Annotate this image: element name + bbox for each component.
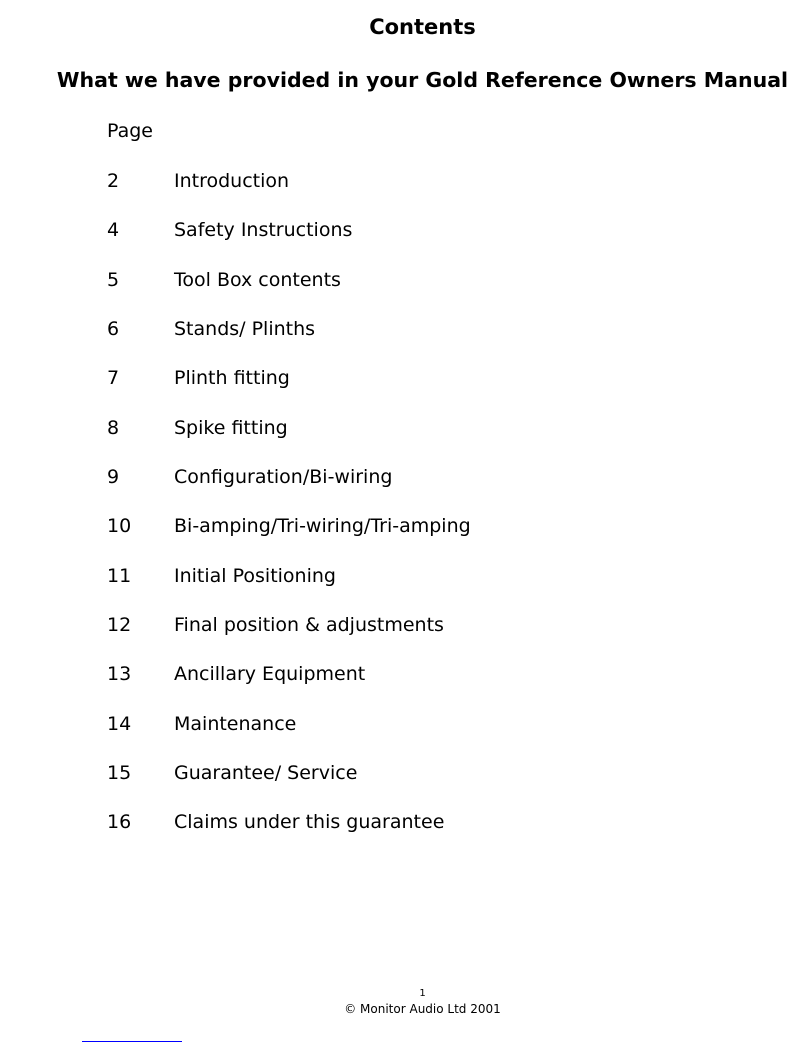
- toc-title: Ancillary Equipment: [174, 663, 366, 686]
- footnote-separator: [82, 1041, 182, 1042]
- toc-page-number: 11: [107, 564, 132, 587]
- toc-page-number: 5: [107, 268, 120, 291]
- toc-page-number: 12: [107, 614, 132, 637]
- toc-page-number: 4: [107, 219, 120, 242]
- toc-page-number: 10: [107, 515, 132, 538]
- toc-entry: [107, 563, 471, 612]
- toc-title: Maintenance: [174, 712, 297, 735]
- toc-page-number: 14: [107, 712, 132, 735]
- table-of-contents: [107, 168, 471, 859]
- toc-entry: [107, 415, 471, 464]
- toc-entry: [107, 513, 471, 562]
- page-title: Contents: [369, 15, 476, 39]
- toc-title: Spike fitting: [174, 416, 288, 439]
- toc-page-number: 16: [107, 811, 132, 834]
- toc-entry: [107, 760, 471, 809]
- toc-title: Tool Box contents: [174, 268, 341, 291]
- toc-entry: [107, 316, 471, 365]
- toc-entry: [107, 711, 471, 760]
- toc-title: Initial Positioning: [174, 564, 336, 587]
- toc-entry: [107, 464, 471, 513]
- toc-page-number: 6: [107, 318, 120, 341]
- toc-entry: [107, 365, 471, 414]
- toc-page-number: 7: [107, 367, 120, 390]
- toc-entry: [107, 809, 471, 858]
- page-column-label: Page: [107, 120, 153, 142]
- toc-entry: [107, 612, 471, 661]
- toc-title: Bi-amping/Tri-wiring/Tri-amping: [174, 515, 471, 538]
- toc-entry: [107, 217, 471, 266]
- toc-entry: [107, 661, 471, 710]
- toc-entry: [107, 267, 471, 316]
- toc-title: Claims under this guarantee: [174, 811, 445, 834]
- toc-title: Final position & adjustments: [174, 614, 444, 637]
- copyright-notice: © Monitor Audio Ltd 2001: [344, 1002, 501, 1016]
- toc-page-number: 2: [107, 170, 120, 192]
- toc-title: Configuration/Bi-wiring: [174, 466, 393, 489]
- toc-page-number: 13: [107, 663, 132, 686]
- page-number: 1: [419, 988, 426, 999]
- toc-title: Safety Instructions: [174, 219, 353, 242]
- toc-title: Plinth fitting: [174, 367, 290, 390]
- toc-title: Introduction: [174, 170, 290, 192]
- toc-page-number: 15: [107, 762, 132, 785]
- toc-title: Guarantee/ Service: [174, 762, 358, 785]
- toc-entry: [107, 168, 471, 217]
- toc-page-number: 9: [107, 466, 120, 489]
- toc-page-number: 8: [107, 416, 120, 439]
- page-subtitle: What we have provided in your Gold Reference Owners Manual: [56, 68, 789, 92]
- toc-title: Stands/ Plinths: [174, 318, 316, 341]
